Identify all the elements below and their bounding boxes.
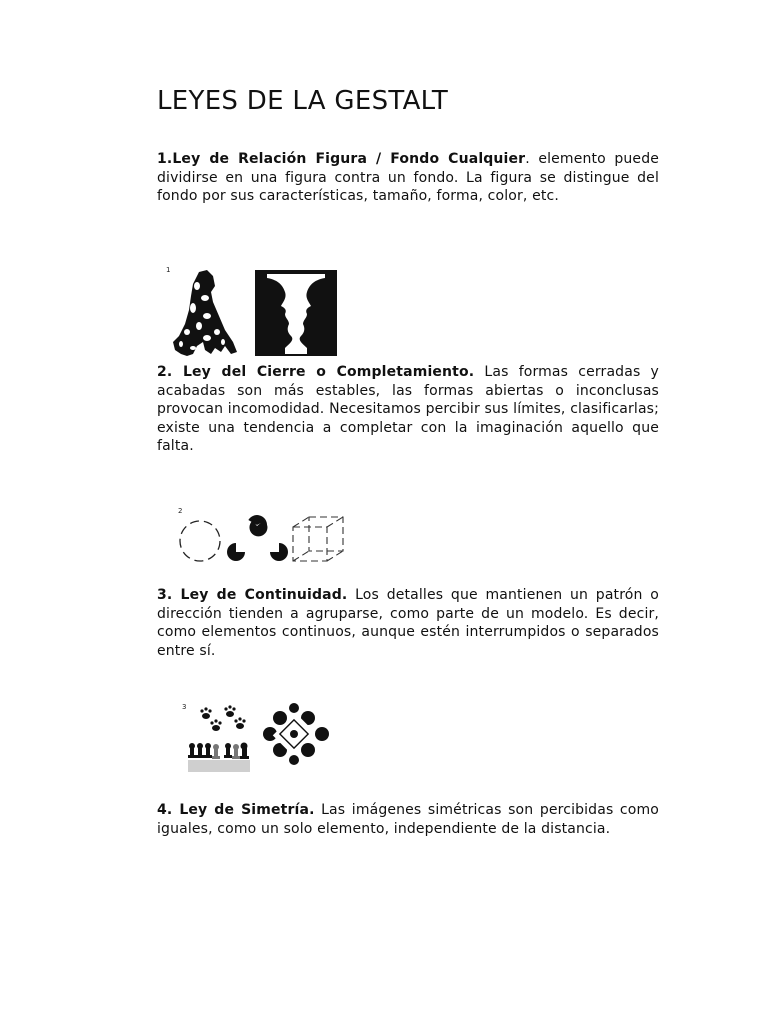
section-3-body: Los detalles que mantienen un patrón o dirección tienden a agruparse, como parte de un modelo. Es decir, como elementos continuos, aunque estén interrumpidos o separados entre sí. [157,587,659,659]
rubin-vase-faces [255,270,337,356]
figure-3-number: 3 [182,703,187,711]
giraffe-silhouette [173,270,237,356]
pacman-square-pattern [263,703,329,765]
section-3-paragraph [157,586,659,660]
kanizsa-triangle [227,506,288,561]
figure-ground-illustration [163,262,343,362]
continuity-illustration [180,700,335,780]
dashed-cube [293,517,343,561]
section-1-body: . elemento puede dividirse en una figura contra un fondo. La figura se distingue del fondo por sus características, tamaño, forma, color, etc. [157,151,659,205]
section-4-heading: 4. Ley de Simetría. [157,802,315,818]
dashed-circle [180,521,220,561]
section-2-body: Las formas cerradas y acabadas son más estables, las formas abiertas o inconclusas provocan incomodidad. Necesitamos percibir sus límites, clasificarlas; existe una tendencia a completar con la imaginación aquello que falta. [157,364,659,455]
section-2-heading: 2. Ley del Cierre o Completamiento. [157,364,475,380]
page-title: LEYES DE LA GESTALT [157,86,449,116]
section-4-paragraph [157,801,659,838]
section-1-paragraph [157,150,659,206]
section-4-body: Las imágenes simétricas son percibidas como iguales, como un solo elemento, independiente de la distancia. [157,802,659,837]
section-1-heading: 1.Ley de Relación Figura / Fondo Cualquier [157,151,526,167]
section-3-heading: 3. Ley de Continuidad. [157,587,348,603]
paw-prints [200,705,245,731]
closure-illustration [175,505,350,570]
pawn-row [188,743,250,773]
figure-1-number: 1 [166,266,171,274]
section-2-paragraph [157,363,659,456]
figure-2-number: 2 [178,507,183,515]
